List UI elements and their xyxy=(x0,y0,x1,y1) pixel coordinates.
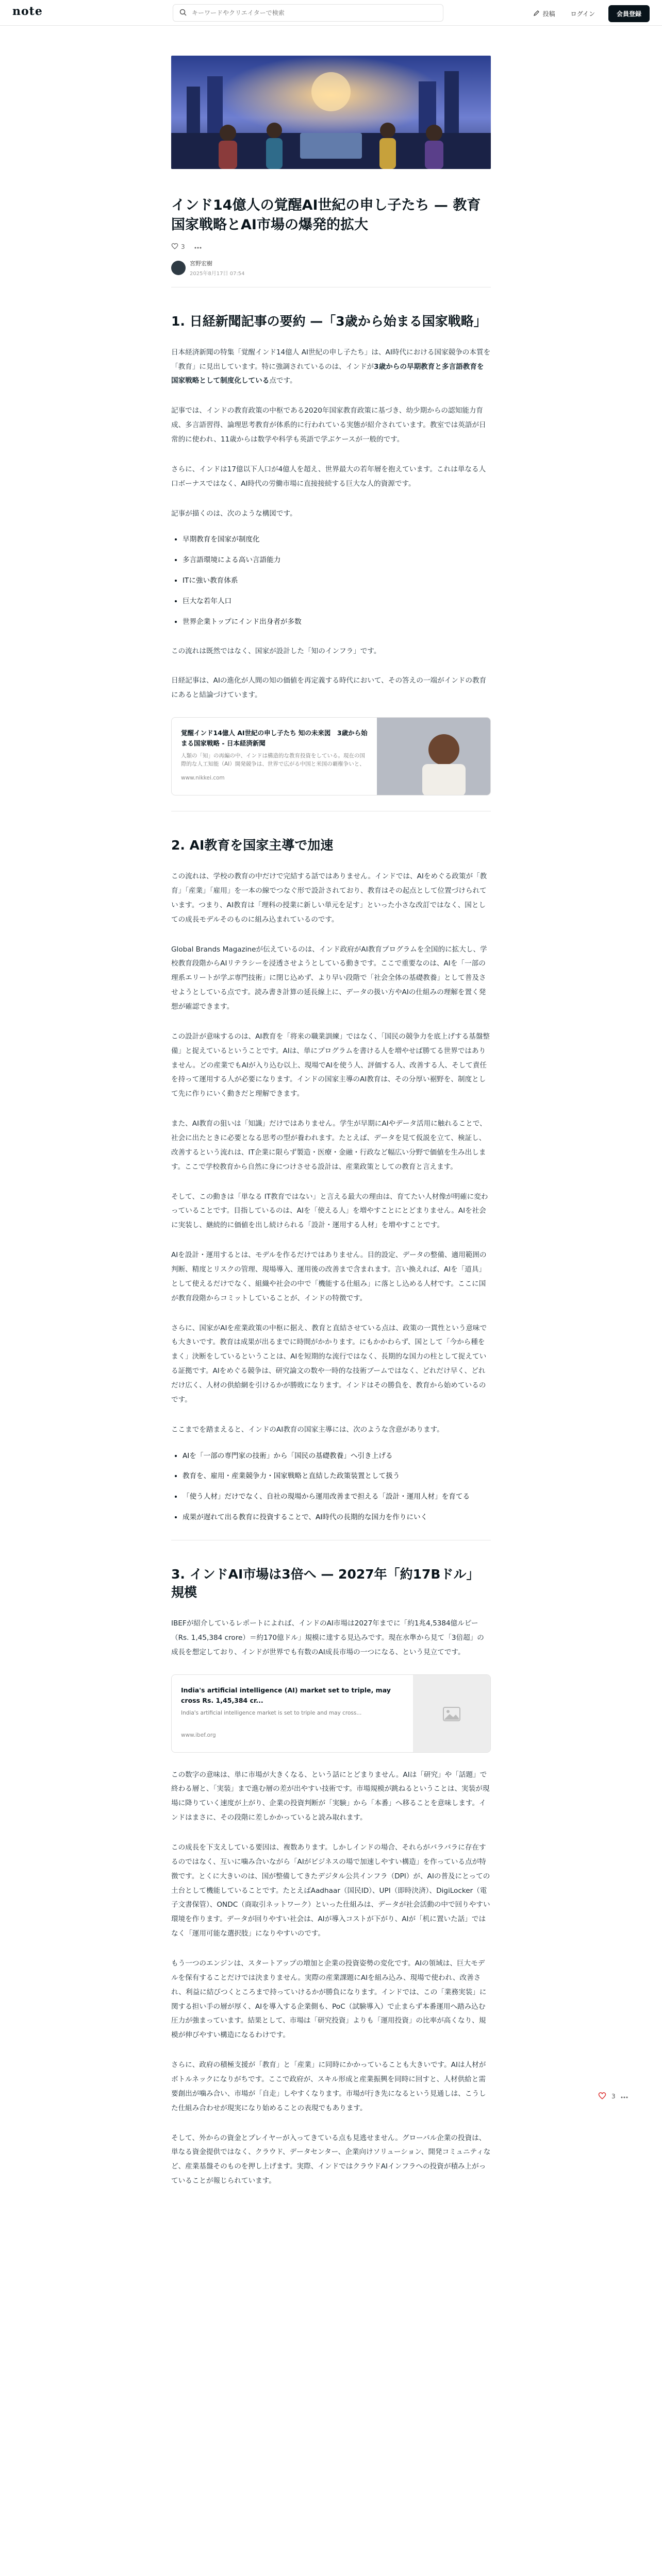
bullet-list xyxy=(171,533,491,629)
link-card-thumbnail xyxy=(377,718,490,795)
float-heart-icon[interactable] xyxy=(598,2092,606,2101)
link-card-nikkei[interactable] xyxy=(171,717,491,795)
section-heading: 1. 日経新聞記事の要約 —「3歳から始まる国家戦略」 xyxy=(171,313,487,329)
heart-icon xyxy=(171,243,178,251)
list-item: • ITに強い教育体系 xyxy=(183,574,491,588)
like-button[interactable] xyxy=(171,243,185,251)
paragraph: Global Brands Magazineが伝えているのは、インド政府がAI教育プログラムを全国的に拡大し、学校教育段階からAIリテラシーを浸透させようとしている動きです。ここで重要なのは、AIを「一部の理系エリートが学ぶ専門技術」に閉じ込めず、より早い段階で「社会全体の基礎教養」として普及させようとしている点です。読み書き計算の延長線上に、データの扱い方やAIの仕組みの理解を置く発想が確認できます。 xyxy=(171,945,487,1011)
bold-text: 3歳からの早期教育と多言語教育を国家戦略として制度化している xyxy=(171,362,484,385)
article xyxy=(171,56,491,2189)
post-date: 2025年8月17日 07:54 xyxy=(190,270,245,277)
section-heading: 3. インドAI市場は3倍へ — 2027年「約17Bドル」規模 xyxy=(171,1566,479,1600)
author-block[interactable] xyxy=(171,259,491,277)
paragraph: IBEFが紹介しているレポートによれば、インドのAI市場は2027年までに「約1兆4,5384億ルピー（Rs. 1,45,384 crore）＝約170億ドル」規模に達する見込みです。現在水準から見て「3倍超」の成長を想定しており、インドが世界でも有数のAI成長市場の一つになる、という見立てです。 xyxy=(171,1619,484,1656)
link-card-ibef[interactable] xyxy=(171,1674,491,1753)
link-card-title: 覚醒インド14億人 AI世紀の申し子たち 知の未来図 3歳から始まる国家戦略 - 日本経済新聞 xyxy=(181,729,368,748)
list-item: • AIを「一部の専門家の技術」から「国民の基礎教養」へ引き上げる xyxy=(183,1450,491,1463)
paragraph: この数字の意味は、単に市場が大きくなる、という話にとどまりません。AIは「研究」や「話題」で終わる層と、「実装」まで進む層の差が出やすい技術です。市場規模が跳ねるということは、実装が現場に降りていく速度が上がり、企業の投資判断が「実験」から「本番」へ移ることを意味します。インドはまさに、その段階に差しかかっていると読み取れます。 xyxy=(171,1770,490,1822)
float-more-icon[interactable] xyxy=(621,2093,628,2100)
paragraph: 記事では、インドの教育政策の中枢である2020年国家教育政策に基づき、幼少期からの認知能力育成、多言語習得、論理思考教育が体系的に行われている実態が紹介されています。教室では英語が日常的に使われ、11歳からは数学や科学も英語で学ぶケースが一般的です。 xyxy=(171,406,486,444)
link-card-url: www.nikkei.com xyxy=(181,775,225,782)
paragraph: この設計が意味するのは、AI教育を「将来の職業訓練」ではなく、「国民の競争力を底上げする基盤整備」と捉えているということです。AIは、単にプログラムを書ける人を増やせば勝てる世界ではありません。どの産業でもAIが入り込む以上、現場でAIを使う人、評価する人、改善する人、そして責任を持って運用する人が必要になります。インドの国家主導のAI教育は、その分厚い裾野を、制度として先に作りにいく動きだと理解できます。 xyxy=(171,1032,490,1098)
note-logo[interactable]: note xyxy=(12,5,43,18)
paragraph: もう一つのエンジンは、スタートアップの増加と企業の投資姿勢の変化です。AIの領域は、巨大モデルを保有することだけでは決まりません。実際の産業課題にAIを組み込み、現場で使われ、改善され、利益に結びつくところまで持っていけるかが勝負になります。インドでは、この「業務実装」に関する担い手の層が厚く、AIを導入する企業側も、PoC（試験導入）で止まらず本番運用へ踏み込む圧力が強まっています。結果として、市場は「研究投資」よりも「運用投資」の比率が高くなり、規模が伸びやすい構造になるわけです。 xyxy=(171,1959,487,2040)
paragraph: ここまでを踏まえると、インドのAI教育の国家主導には、次のような含意があります。 xyxy=(171,1425,444,1434)
search-input[interactable] xyxy=(192,9,429,16)
link-card-description: 人類の「知」の再編の中、インドは構造的な教育投資をしている。現在の国際的な人工知能（AI）開発競争は、世界で広がる中国と米国の覇権争いと、 xyxy=(181,753,365,768)
pen-icon xyxy=(533,10,540,18)
paragraph: 日経記事は、AIの進化が人間の知の価値を再定義する時代において、その答えの一端がインドの教育にあると結論づけています。 xyxy=(171,676,487,700)
article-meta xyxy=(171,243,491,251)
search-box[interactable] xyxy=(173,4,443,22)
paragraph: さらに、国家がAIを産業政策の中枢に据え、教育と直結させている点は、政策の一貫性という意味でも大きいです。教育は成果が出るまでに時間がかかります。にもかかわらず、国として「今から種をまく」決断をしているということは、AIを短期的な流行ではなく、長期的な国力の柱として捉えている証拠です。AIをめぐる競争は、研究論文の数や一時的な技術ブームではなく、どれだけ早く、どれだけ広く、人材の供給網を引けるかが勝敗になります。インドはその勝負を、教育から始めているのです。 xyxy=(171,1324,487,1404)
text-span: 点です。 xyxy=(269,377,297,385)
post-label: 投稿 xyxy=(542,10,555,18)
author-avatar[interactable] xyxy=(171,261,186,275)
list-item: • 多言語環境による高い言語能力 xyxy=(183,554,491,567)
paragraph: 記事が描くのは、次のような構図です。 xyxy=(171,509,297,518)
list-item: • 成果が遅れて出る教育に投資することで、AI時代の長期的な国力を作りにいく xyxy=(183,1511,491,1524)
paragraph: AIを設計・運用するとは、モデルを作るだけではありません。目的設定、データの整備、適用範囲の判断、精度とリスクの管理、現場導入、運用後の改善まで含まれます。言い換えれば、AIを「道具」として使えるだけでなく、組織や社会の中で「機能する仕組み」に落とし込める人材です。ここに国が教育段階からコミットしていることが、インドの特徴です。 xyxy=(171,1251,487,1302)
section-heading: 2. AI教育を国家主導で加速 xyxy=(171,838,334,853)
paragraph: この流れは既然ではなく、国家が設計した「知のインフラ」です。 xyxy=(171,647,381,655)
list-item: • 世界企業トップにインド出身者が多数 xyxy=(183,616,491,629)
paragraph: そして、この動きは「単なる IT教育ではない」と言える最大の理由は、育てたい人材像が明確に変わっていることです。目指しているのは、AIを「使える人」を増やすことにとどまりません。AIを社会に実装し、継続的に価値を出し続けられる「設計・運用する人材」を増やすことです。 xyxy=(171,1192,488,1230)
float-like-count: 3 xyxy=(611,2093,616,2100)
top-bar xyxy=(0,0,662,26)
link-card-description: India's artificial intelligence market is set to triple and may cross... xyxy=(181,1709,362,1716)
author-name[interactable]: 宮野宏樹 xyxy=(190,260,212,267)
search-icon xyxy=(179,8,187,18)
paragraph: この流れは、学校の教育の中だけで完結する話ではありません。インドでは、AIをめぐる政策が「教育」「産業」「雇用」を一本の線でつなぐ形で設計されており、教育はその起点として位置づけられています。つまり、AI教育は「理科の授業に新しい単元を足す」といった小さな改訂ではなく、国としての成長モデルそのものに組み込まれているのです。 xyxy=(171,872,487,924)
article-title: インド14億人の覚醒AI世紀の申し子たち — 教育国家戦略とAI市場の爆発的拡大 xyxy=(171,197,481,233)
list-item: • 巨大な若年人口 xyxy=(183,595,491,608)
hero-image xyxy=(171,56,491,169)
list-item: • 「使う人材」だけでなく、自社の現場から運用改善まで担える「設計・運用人材」を育てる xyxy=(183,1490,491,1504)
paragraph: そして、外からの資金とプレイヤーが入ってきている点も見逃せません。グローバル企業の投資は、単なる資金提供ではなく、クラウド、データセンター、企業向けソリューション、開発コミュニティなど、産業基盤そのものを押し上げます。実際、インドではクラウドAIインフラへの投資が積み上がっていることが報じられています。 xyxy=(171,2133,491,2185)
list-item: • 教育を、雇用・産業競争力・国家戦略と直結した政策装置として扱う xyxy=(183,1470,491,1483)
bullet-list xyxy=(171,1450,491,1524)
image-placeholder-icon xyxy=(413,1675,490,1753)
link-card-title: India's artificial intelligence (AI) market set to triple, may cross Rs. 1,45,384 cr... xyxy=(181,1686,391,1704)
login-button[interactable]: ログイン xyxy=(570,10,595,18)
post-button[interactable] xyxy=(533,9,555,18)
like-count: 3 xyxy=(181,243,185,250)
paragraph: また、AI教育の狙いは「知識」だけではありません。学生が早期にAIやデータ活用に触れることで、社会に出たときに必要となる思考の型が養われます。たとえば、データを見て仮説を立て、検証し、改善するという流れは、IT企業に限らず製造・医療・金融・行政など幅広い分野で価値を生み出します。ここで学校教育から自然に身につけさせる設計は、産業政策としての教育と言えます。 xyxy=(171,1120,487,1171)
more-options-icon[interactable] xyxy=(194,243,202,250)
paragraph: さらに、インドは17億以下人口が4億人を超え、世界最大の若年層を抱えています。これは単なる人口ボーナスではなく、AI時代の労働市場に直接接続する巨大な人的資源です。 xyxy=(171,465,486,488)
signup-button[interactable]: 会員登録 xyxy=(608,5,650,22)
paragraph: この成長を下支えしている要因は、複数あります。しかしインドの場合、それらがバラバラに存在するのではなく、互いに噛み合いながら「AIがビジネスの場で加速しやすい構造」を作っている点が特徴です。とくに大きいのは、国が整備してきたデジタル公共インフラ（DPI）が、AIの普及にとっての土台として機能していることです。たとえばAadhaar（国民ID）、UPI（即時決済）、DigiLocker（電子文書保管）、ONDC（商取引ネットワーク）といった仕組みは、データが社会活動の中で回りやすい環境を作ります。データが回りやすい社会は、AIが導入コストが下がり、AIが「机に置いた話」ではなく「運用可能な選択肢」になりやすいのです。 xyxy=(171,1843,490,1938)
list-item: • 早期教育を国家が制度化 xyxy=(183,533,491,547)
floating-actions xyxy=(598,2092,633,2101)
paragraph xyxy=(171,346,491,389)
text-span: 日本経済新聞の特集「覚醒インド14億人 AI世紀の申し子たち」は、AI時代における国家競争の本質を「教育」に見出しています。特に強調されているのは、インドが xyxy=(171,348,491,371)
header-actions xyxy=(533,5,650,22)
link-card-url: www.ibef.org xyxy=(181,1732,216,1738)
paragraph: さらに、政府の積極支援が「教育」と「産業」に同時にかかっていることも大きいです。AIは人材がボトルネックになりがちです。ここで政府が、スキル形成と産業振興を同時に回すと、人材供給と需要創出が噛み合い、市場が「自走」しやすくなります。市場が行き先になるという見通しは、こうした仕組み合わせが現実になり始めることの表現でもあります。 xyxy=(171,2061,486,2112)
